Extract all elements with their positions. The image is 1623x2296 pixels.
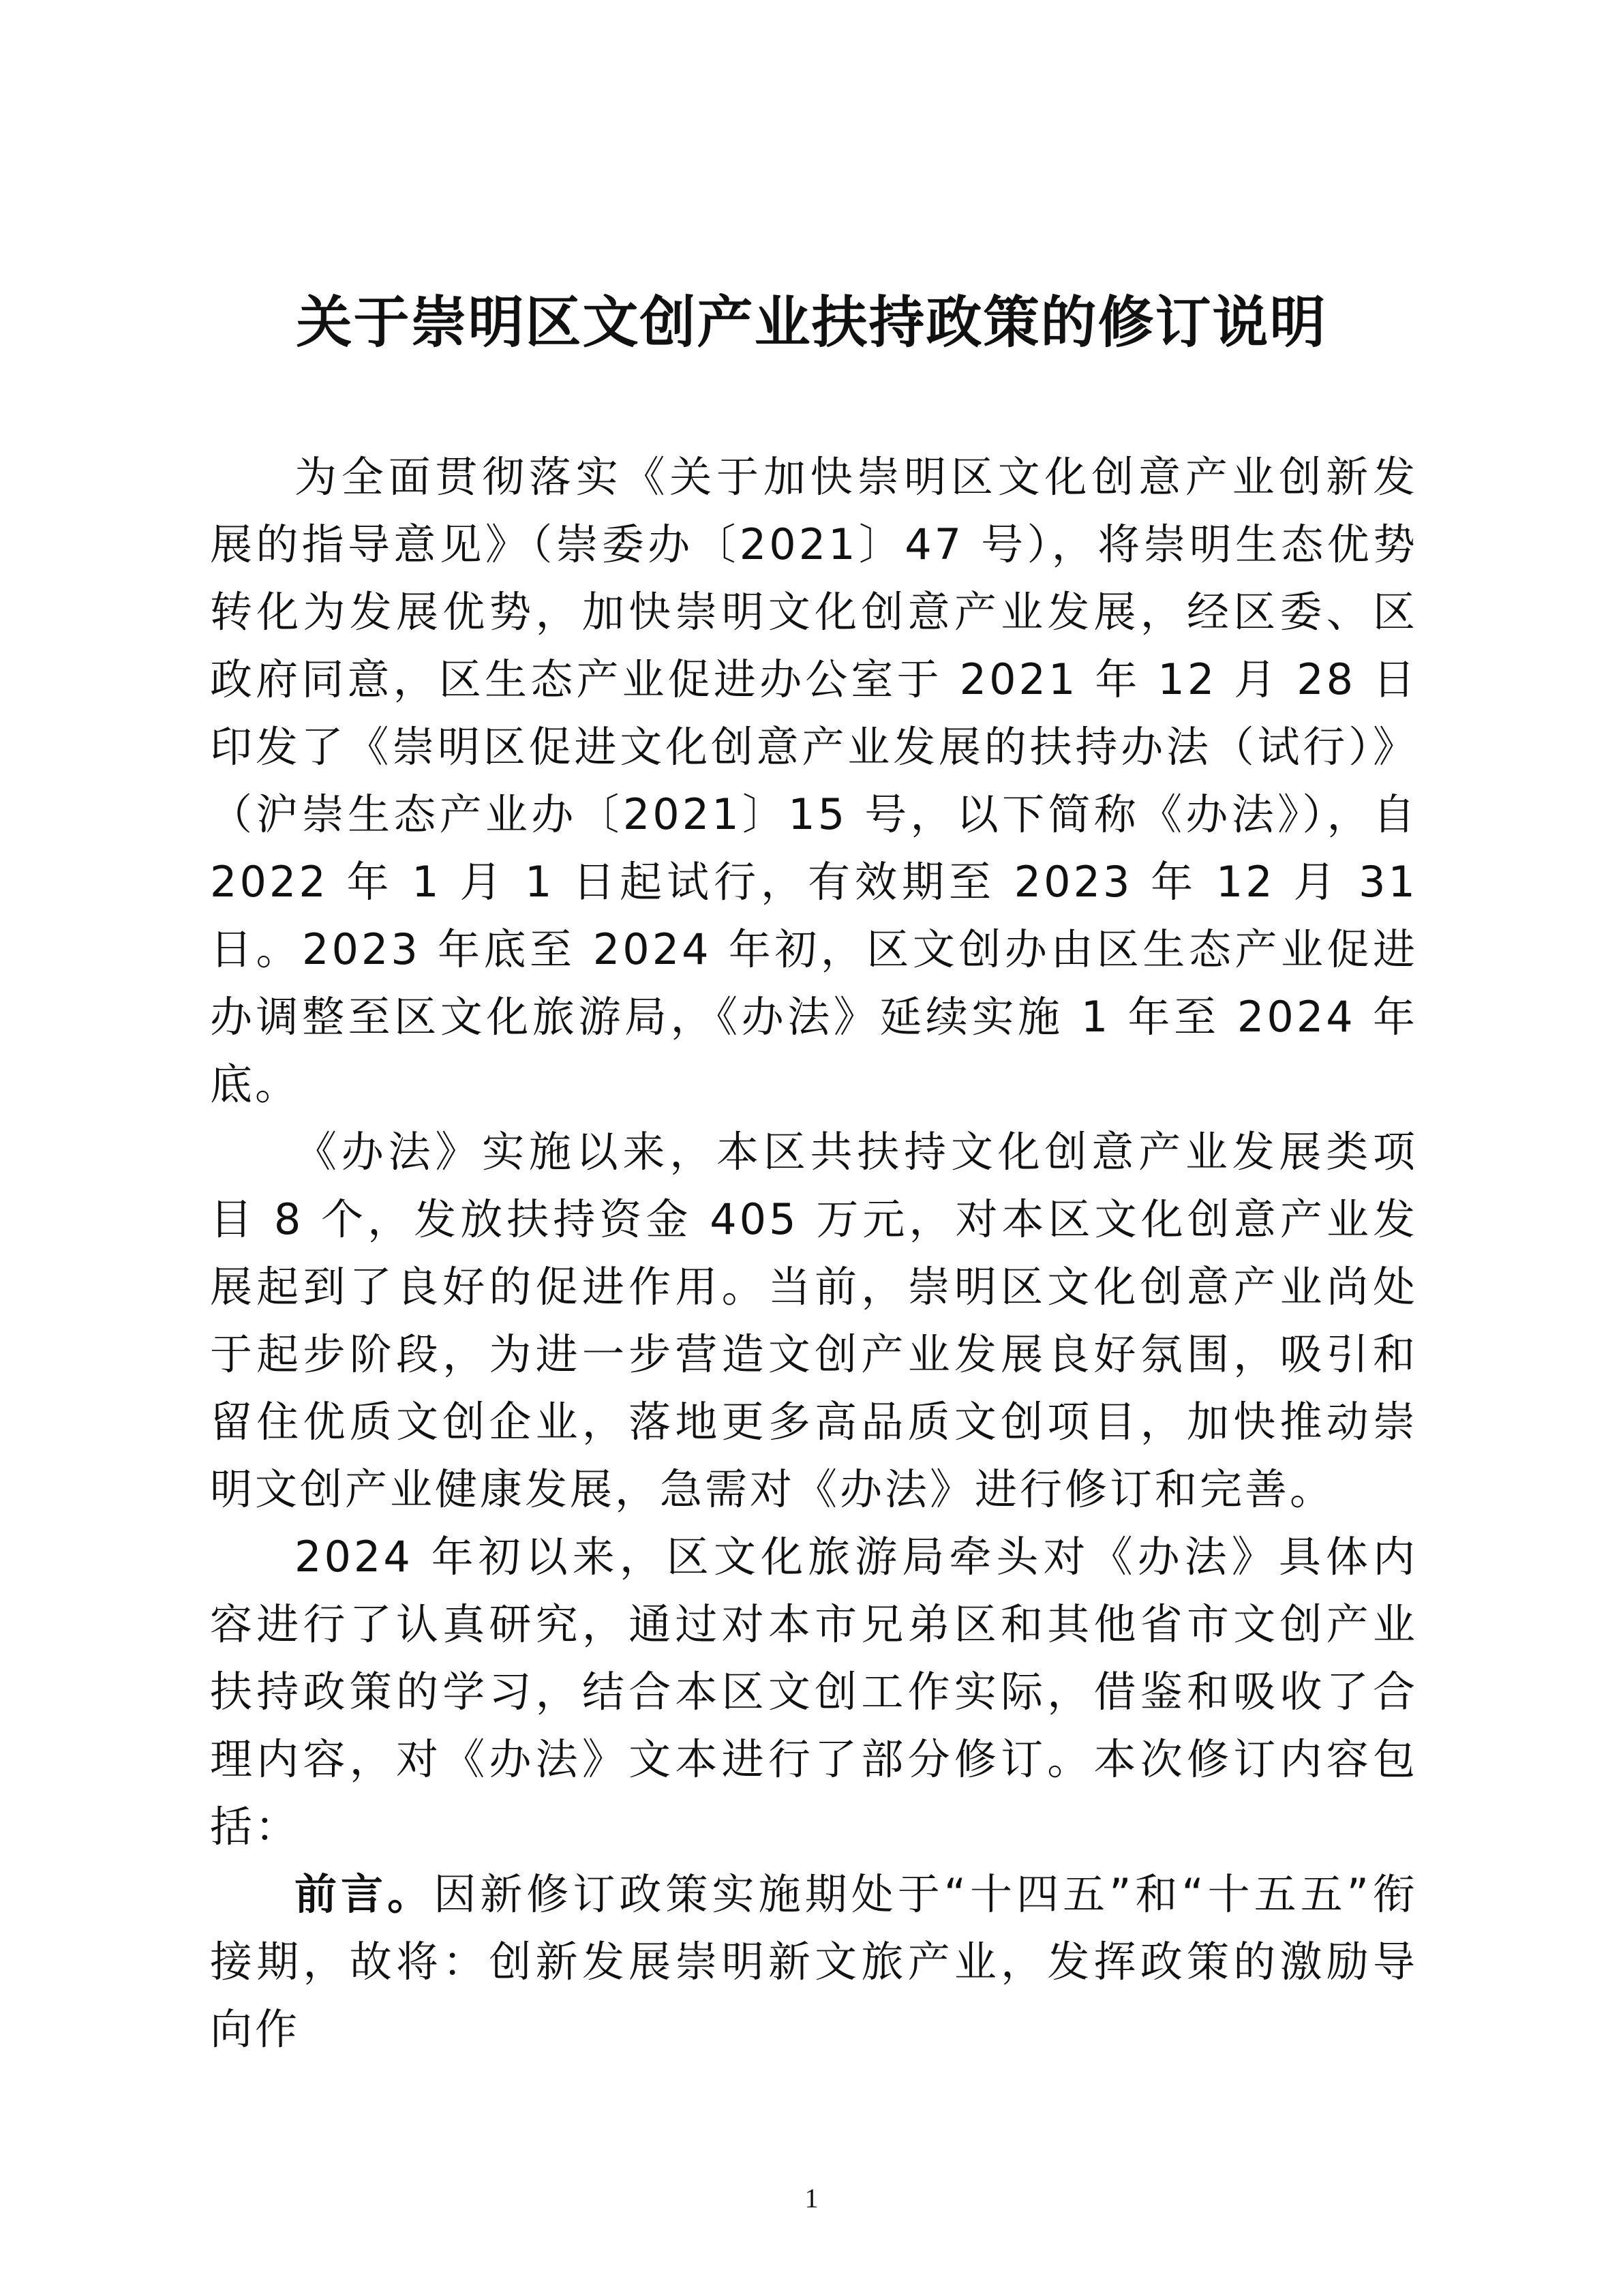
- page-number: 1: [804, 2183, 819, 2214]
- paragraph-3: 2024 年初以来，区文化旅游局牵头对《办法》具体内容进行了认真研究，通过对本市兄弟区和其他省市文创产业扶持政策的学习，结合本区文创工作实际，借鉴和吸收了合理内容，对《办法》文本进行了部分修订。本次修订内容包括：: [210, 1532, 1418, 1852]
- paragraph-2: 《办法》实施以来，本区共扶持文化创意产业发展类项目 8 个，发放扶持资金 405 万元，对本区文化创意产业发展起到了良好的促进作用。当前，崇明区文化创意产业尚处于起步阶段，为进一步营造文创产业发展良好氛围，吸引和留住优质文创企业，落地更多高品质文创项目，加快推动崇明文创产业健康发展，急需对《办法》进行修订和完善。: [210, 1127, 1418, 1514]
- paragraph-4-lead: 前言。: [294, 1869, 434, 1919]
- paragraph-1: 为全面贯彻落实《关于加快崇明区文化创意产业创新发展的指导意见》（崇委办〔2021〕47 号），将崇明生态优势转化为发展优势，加快崇明文化创意产业发展，经区委、区政府同意，区生态产业促进办公室于 2021 年 12 月 28 日印发了《崇明区促进文化创意产业发展的扶持办法（试行）》（沪崇生态产业办〔2021〕15 号，以下简称《办法》），自 2022 年 1 月 1 日起试行，有效期至 2023 年 12 月 31 日。2023 年底至 2024 年初，区文创办由区生态产业促进办调整至区文化旅游局，《办法》延续实施 1 年至 2024 年底。: [210, 452, 1418, 1109]
- paragraph-4: [210, 1860, 1418, 2063]
- paragraph-4-text: 因新修订政策实施期处于“十四五”和“十五五”衔接期，故将：创新发展崇明新文旅产业，发挥政策的激励导向作: [210, 1869, 1418, 2054]
- document-body: [210, 443, 1418, 2063]
- document-title: 关于崇明区文创产业扶持政策的修订说明: [296, 290, 1327, 355]
